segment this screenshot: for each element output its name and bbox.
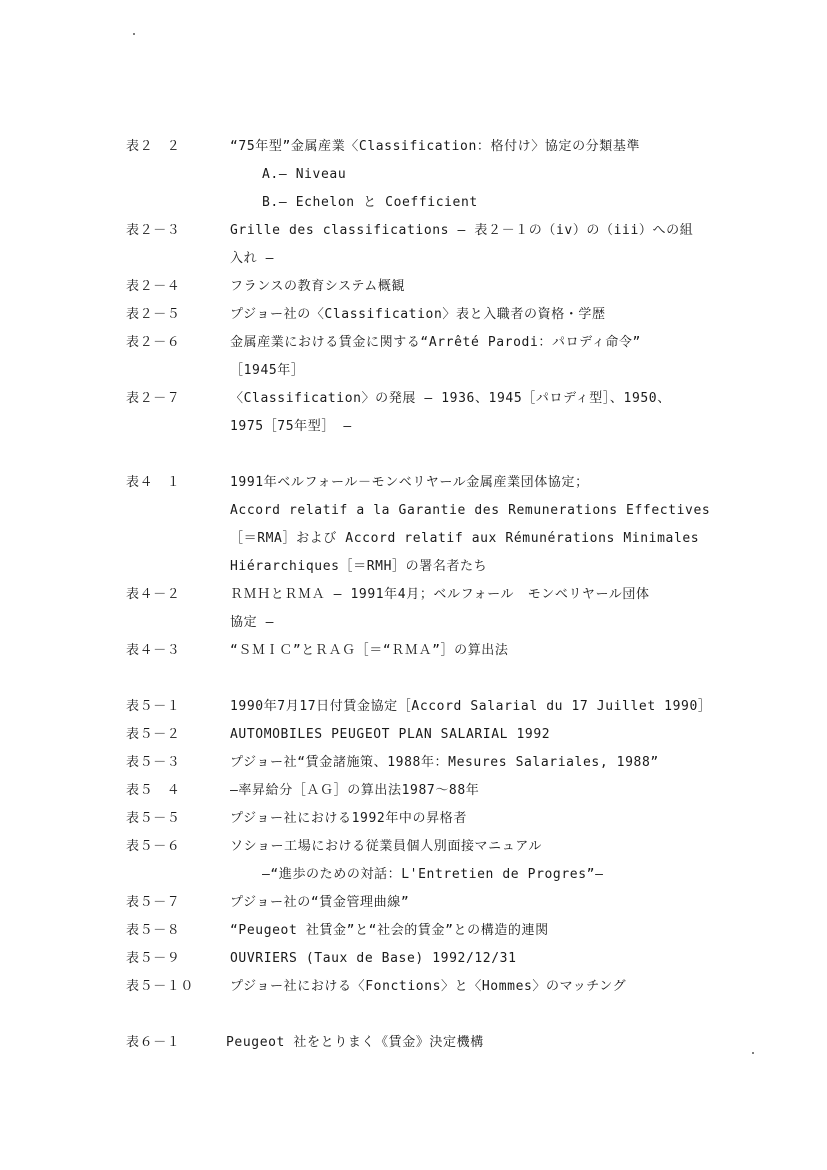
table-label: 表５－７ xyxy=(126,895,181,910)
table-subtitle: —“進歩のための対話：L'Entretien de Progres”— xyxy=(262,867,604,882)
table-title-continued: 入れ — xyxy=(230,251,275,266)
scan-speck xyxy=(752,1052,754,1054)
table-title-continued: Hiérarchiques［＝RMH］の署名者たち xyxy=(230,559,488,574)
table-label: 表４－３ xyxy=(126,643,181,658)
table-label: 表６－１ xyxy=(126,1035,181,1050)
table-title-continued: ［1945年］ xyxy=(230,363,305,378)
table-title: Grille des classifications — 表２－１の（iv）の（iii）への組 xyxy=(230,223,694,238)
scan-speck xyxy=(133,33,135,35)
table-title: OUVRIERS (Taux de Base) 1992/12/31 xyxy=(230,951,517,966)
table-label: 表２－３ xyxy=(126,223,181,238)
table-title: プジョー社の“賃金管理曲線” xyxy=(230,895,410,910)
table-title: “Peugeot 社賃金”と“社会的賃金”との構造的連関 xyxy=(230,923,549,938)
table-title: ＲＭＨとＲＭＡ — 1991年4月；ベルフォール モンベリヤール団体 xyxy=(230,587,650,602)
table-label: 表５－１ xyxy=(126,699,181,714)
table-title: プジョー社の〈Classification〉表と入職者の資格・学歴 xyxy=(230,307,606,322)
table-title: ソショー工場における従業員個人別面接マニュアル xyxy=(230,839,543,854)
table-label: 表２－７ xyxy=(126,391,181,406)
table-title: プジョー社における〈Fonctions〉と〈Hommes〉のマッチング xyxy=(230,979,627,994)
table-title: フランスの教育システム概観 xyxy=(230,279,406,294)
table-label: 表５－８ xyxy=(126,923,181,938)
table-title: AUTOMOBILES PEUGEOT PLAN SALARIAL 1992 xyxy=(230,727,551,742)
table-label: 表５－２ xyxy=(126,727,181,742)
table-title: プジョー社“賃金諸施策、1988年：Mesures Salariales, 1988” xyxy=(230,755,659,770)
table-title-continued: 1975［75年型］ — xyxy=(230,419,352,434)
table-label: 表５－９ xyxy=(126,951,181,966)
table-title: 〈Classification〉の発展 — 1936、1945［パロディ型］、1950、 xyxy=(230,391,671,406)
table-subtitle: A.— Niveau xyxy=(262,167,347,182)
table-title: —率昇給分［ＡＧ］の算出法1987～88年 xyxy=(230,783,480,798)
table-title: プジョー社における1992年中の昇格者 xyxy=(230,811,467,826)
table-label: 表５－３ xyxy=(126,755,181,770)
table-label: 表５－１０ xyxy=(126,979,195,994)
table-label: 表５－５ xyxy=(126,811,181,826)
table-label: 表２ ２ xyxy=(126,139,181,154)
table-title: 1991年ベルフォール－モンベリヤール金属産業団体協定； xyxy=(230,475,589,490)
table-label: 表５－６ xyxy=(126,839,181,854)
table-label: 表２－４ xyxy=(126,279,181,294)
table-title: 1990年7月17日付賃金協定［Accord Salarial du 17 Juillet 1990］ xyxy=(230,699,712,714)
table-title: “75年型”金属産業〈Classification：格付け〉協定の分類基準 xyxy=(230,139,641,154)
table-title-continued: ［＝RMA］および Accord relatif aux Rémunérations Minimales xyxy=(230,531,700,546)
table-title: 金属産業における賃金に関する“Arrêté Parodi：パロディ命令” xyxy=(230,335,641,350)
table-label: 表５ ４ xyxy=(126,783,181,798)
table-title: “ＳＭＩＣ”とＲＡＧ［＝“ＲＭＡ”］の算出法 xyxy=(230,643,509,658)
table-label: 表４ １ xyxy=(126,475,181,490)
table-title-continued: Accord relatif a la Garantie des Remunerations Effectives xyxy=(230,503,711,518)
table-title: Peugeot 社をとりまく《賃金》決定機構 xyxy=(226,1035,484,1050)
table-title-continued: 協定 — xyxy=(230,615,275,630)
table-subtitle: B.— Echelon と Coefficient xyxy=(262,195,478,210)
table-label: 表２－５ xyxy=(126,307,181,322)
table-label: 表２－６ xyxy=(126,335,181,350)
table-label: 表４－２ xyxy=(126,587,181,602)
